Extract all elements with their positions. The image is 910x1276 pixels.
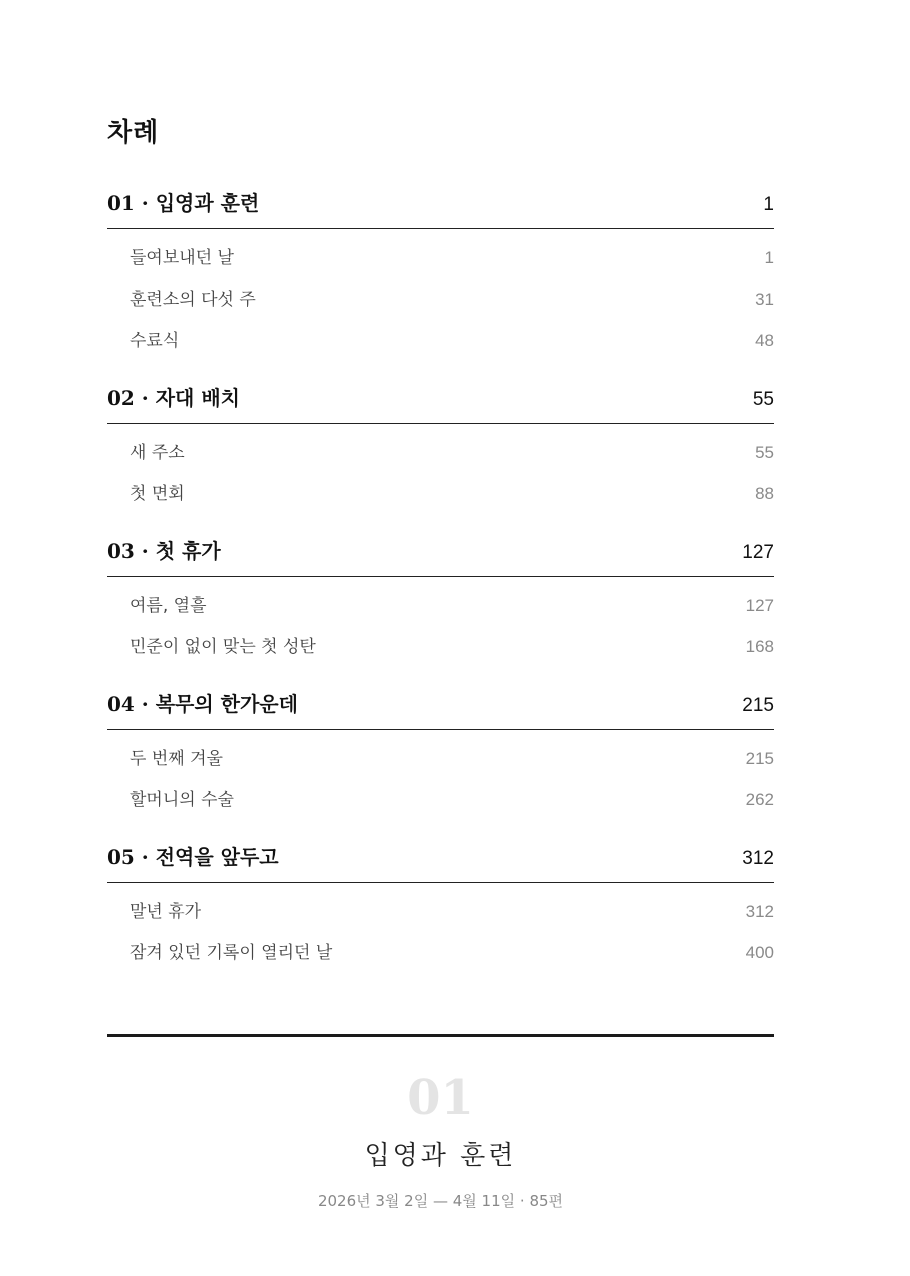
entry-title: 들여보내던 날: [130, 248, 234, 268]
entry-page-number: 312: [745, 901, 774, 921]
table-of-contents: [107, 183, 774, 990]
toc-chapter-01: [107, 183, 774, 378]
chapter-title: 03 · 첫 휴가: [107, 538, 221, 563]
entry-title: 잠겨 있던 기록이 열리던 날: [130, 943, 333, 963]
toc-chapter-03: [107, 531, 774, 684]
entry-title: 수료식: [130, 331, 180, 351]
entry-title: 말년 휴가: [130, 901, 202, 922]
toc-entry[interactable]: [107, 779, 774, 821]
chapter-page-number: 312: [742, 847, 774, 869]
chapter-entries: [107, 424, 774, 531]
chapter-heading-row[interactable]: [107, 837, 774, 883]
chapter-entries: [107, 730, 774, 837]
entry-title: 훈련소의 다섯 주: [130, 289, 256, 310]
entry-title: 두 번째 겨울: [130, 748, 223, 769]
toc-entry[interactable]: [107, 932, 774, 974]
toc-chapter-04: [107, 684, 774, 837]
part-title: 입영과 훈련: [364, 1141, 517, 1171]
chapter-page-number: 127: [742, 541, 774, 563]
entry-page-number: 262: [745, 790, 774, 809]
chapter-page-number: 1: [763, 194, 774, 215]
toc-entry[interactable]: [107, 237, 774, 279]
chapter-title: 01 · 입영과 훈련: [107, 191, 260, 215]
chapter-entries: [107, 577, 774, 684]
entry-page-number: 400: [745, 943, 774, 962]
toc-entry[interactable]: [107, 320, 774, 362]
chapter-page-number: 55: [752, 388, 774, 410]
entry-title: 민준이 없이 맞는 첫 성탄: [130, 637, 316, 657]
entry-page-number: 31: [755, 289, 774, 309]
chapter-entries: [107, 229, 774, 378]
entry-page-number: 55: [755, 442, 774, 462]
toc-entry[interactable]: [107, 473, 774, 515]
toc-entry[interactable]: [107, 738, 774, 780]
chapter-entries: [107, 883, 774, 990]
toc-entry[interactable]: [107, 891, 774, 933]
entry-page-number: 1: [764, 248, 774, 267]
part-number: 01: [407, 1070, 474, 1126]
chapter-heading-row[interactable]: [107, 531, 774, 577]
toc-entry[interactable]: [107, 626, 774, 668]
entry-title: 첫 면회: [130, 484, 185, 504]
entry-page-number: 168: [745, 637, 774, 656]
part-meta: 2026년 3월 2일 — 4월 11일 · 85편: [317, 1192, 564, 1210]
toc-entry[interactable]: [107, 432, 774, 474]
section-divider: [107, 1034, 774, 1037]
chapter-title: 04 · 복무의 한가운데: [107, 691, 298, 716]
chapter-heading-row[interactable]: [107, 378, 774, 424]
chapter-page-number: 215: [742, 694, 774, 716]
entry-page-number: 127: [745, 595, 774, 615]
entry-title: 할머니의 수술: [130, 790, 234, 810]
chapter-title: 02 · 자대 배치: [107, 385, 240, 410]
entry-page-number: 215: [745, 748, 774, 768]
entry-title: 여름, 열흘: [130, 595, 207, 616]
toc-chapter-02: [107, 378, 774, 531]
part-opener: [107, 1068, 774, 1211]
entry-page-number: 88: [755, 484, 774, 503]
toc-heading: 차례: [107, 118, 160, 148]
entry-title: 새 주소: [130, 442, 185, 463]
chapter-title: 05 · 전역을 앞두고: [107, 844, 279, 869]
entry-page-number: 48: [755, 331, 774, 350]
toc-entry[interactable]: [107, 585, 774, 627]
toc-entry[interactable]: [107, 279, 774, 321]
chapter-heading-row[interactable]: [107, 684, 774, 730]
toc-chapter-05: [107, 837, 774, 990]
chapter-heading-row[interactable]: [107, 183, 774, 229]
